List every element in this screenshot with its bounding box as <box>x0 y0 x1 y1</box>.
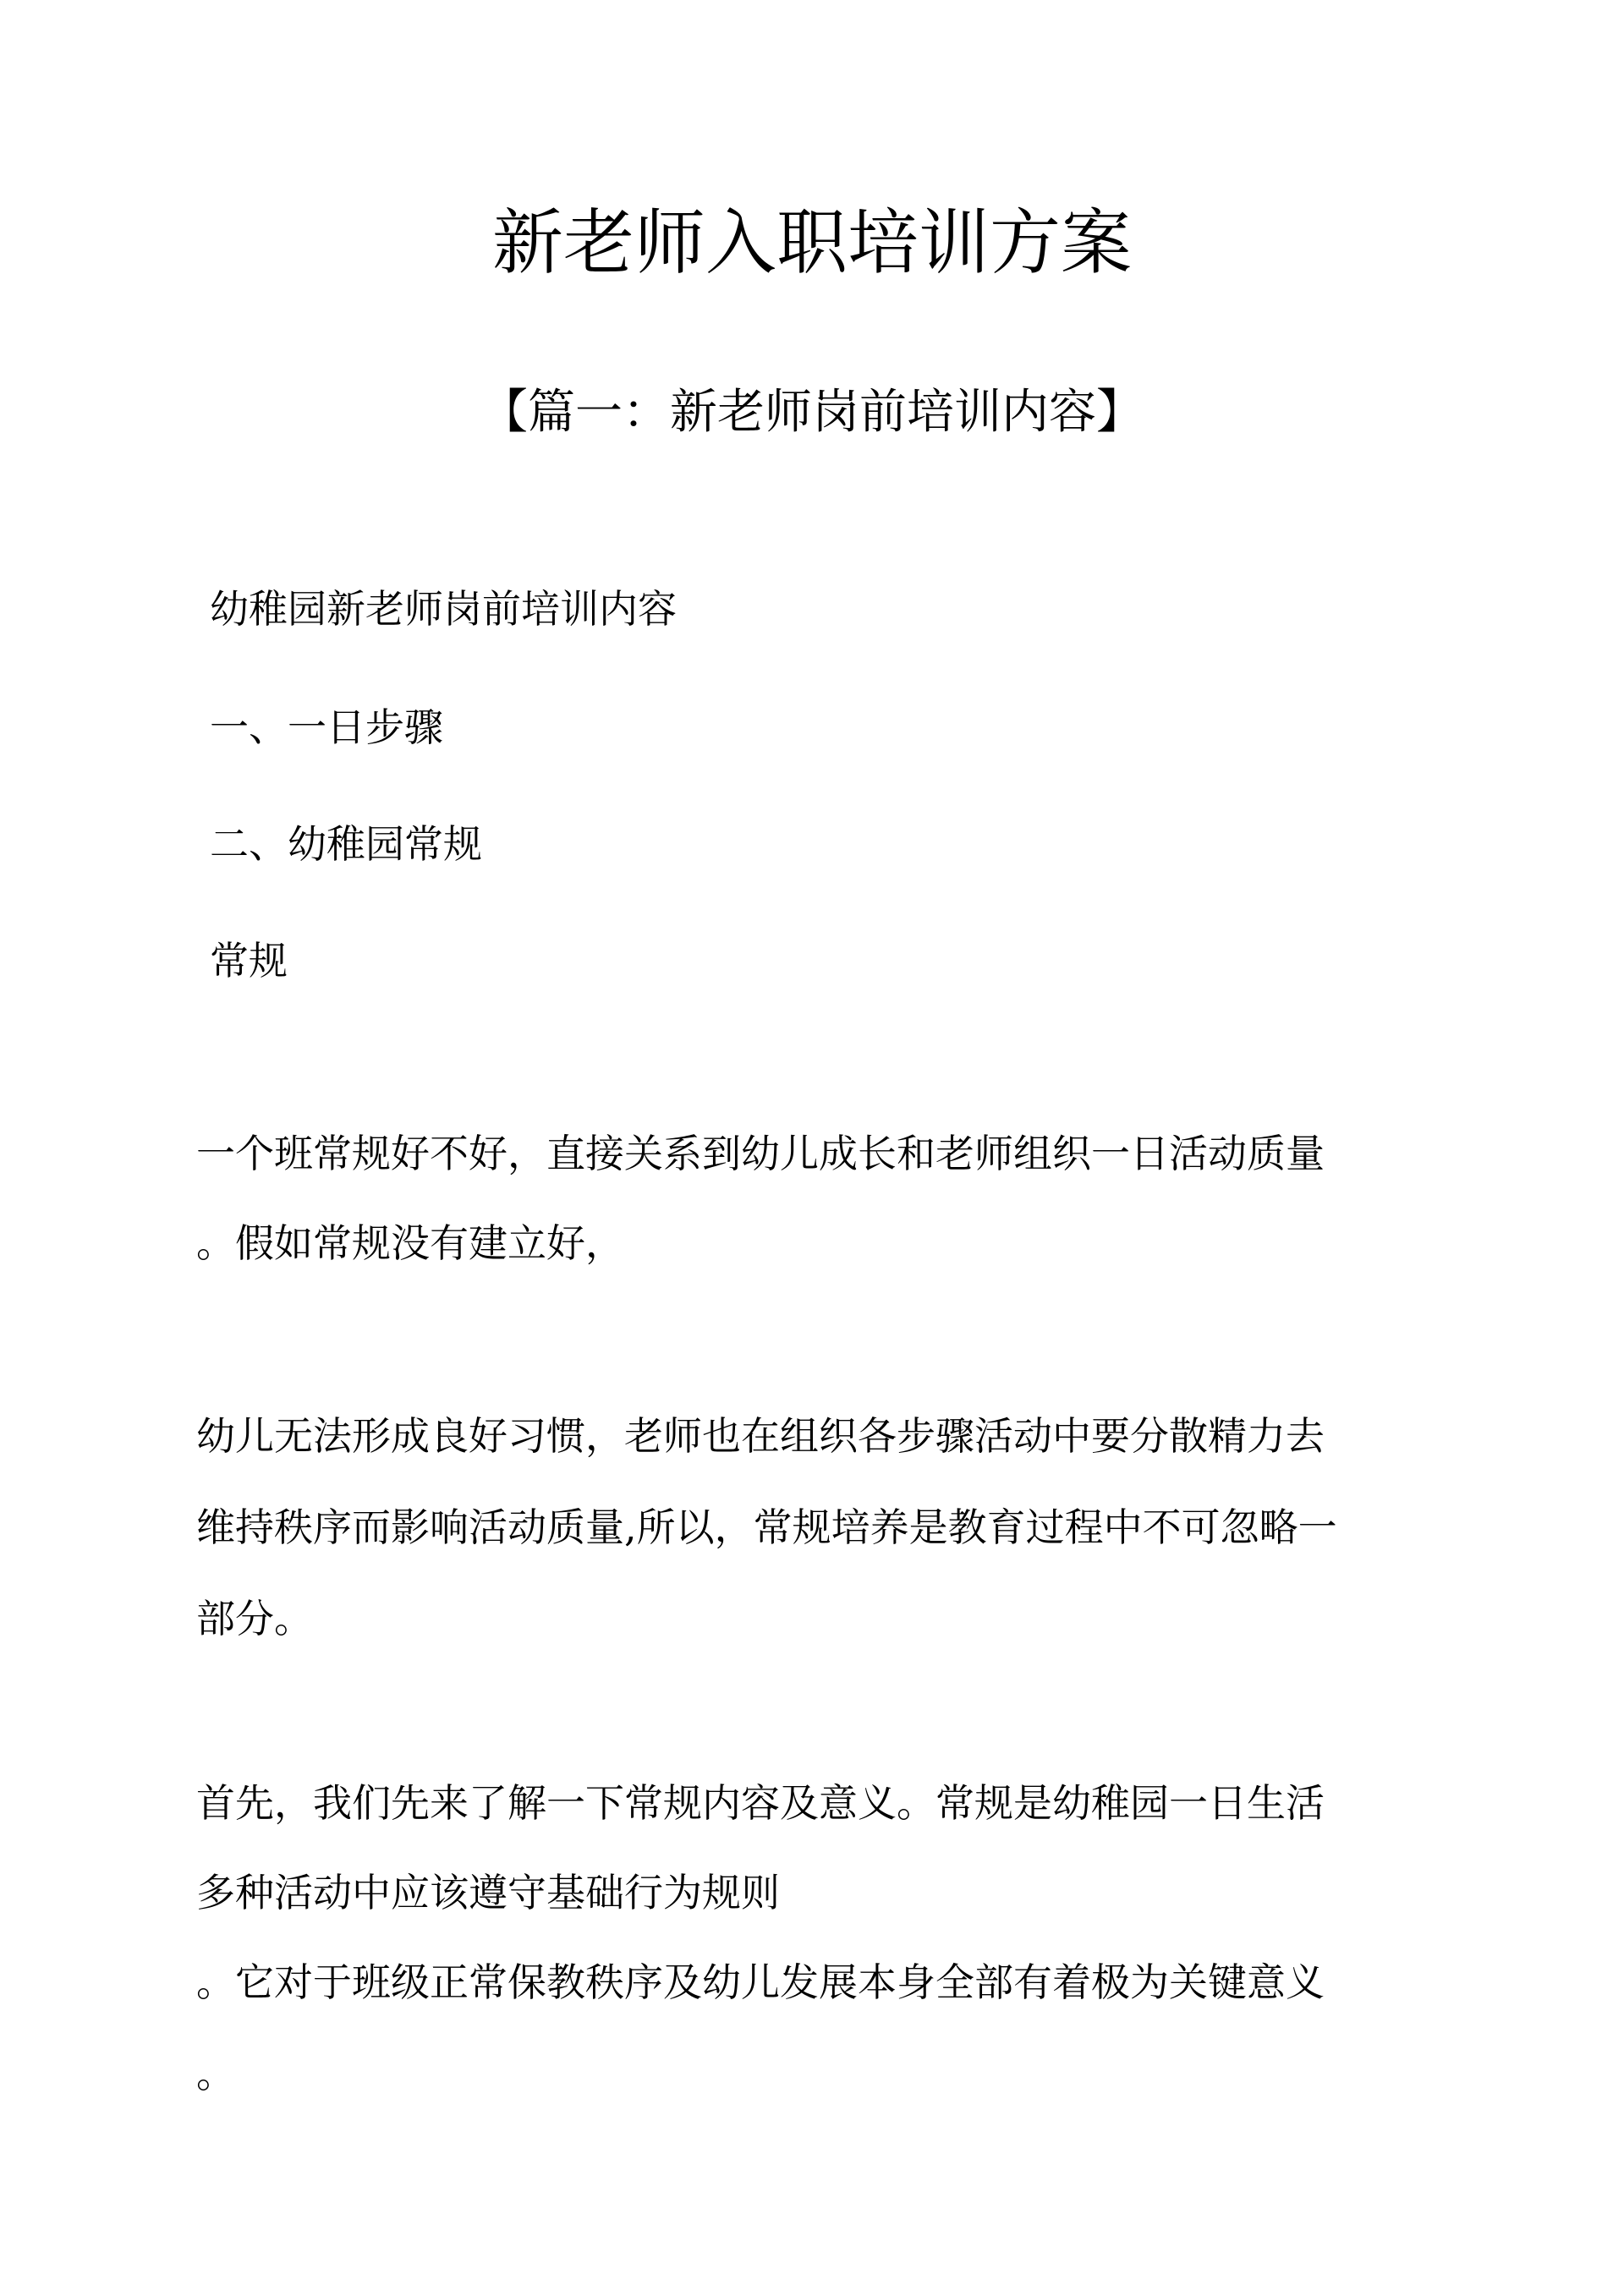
document-title: 新老师入职培训方案 <box>491 201 1132 284</box>
section-heading: 幼稚园新老师岗前培训内容 <box>210 586 677 632</box>
paragraph-line: 。 <box>196 2051 235 2096</box>
document-subtitle: 【篇一：新老师岗前培训内容】 <box>480 385 1144 440</box>
paragraph-line: 一个班常规好不好，直接关系到幼儿成长和老师组织一日活动质量 <box>196 1131 1325 1176</box>
list-item: 常规 <box>210 938 288 984</box>
paragraph-line: 。假如常规没有建立好， <box>196 1220 624 1266</box>
paragraph-line: 多种活动中应该遵守基础行为规则 <box>196 1870 780 1915</box>
list-item: 一、一日步骤 <box>210 704 443 750</box>
paragraph-line: 首先，我们先来了解一下常规内容及意义。常规是幼稚园一日生活 <box>196 1780 1325 1826</box>
paragraph-line: 幼儿无法形成良好习惯，老师也在组织各步骤活动中要分散精力去 <box>196 1413 1325 1459</box>
paragraph-line: 部分。 <box>196 1596 313 1641</box>
paragraph-line: 。它对于班级正常保教秩序及幼儿发展本身全部有着极为关键意义 <box>196 1959 1325 2005</box>
paragraph-line: 维持秩序而影响活动质量,所以，常规培养是教育过程中不可忽略一 <box>196 1504 1337 1550</box>
list-item: 二、幼稚园常规 <box>210 821 482 867</box>
